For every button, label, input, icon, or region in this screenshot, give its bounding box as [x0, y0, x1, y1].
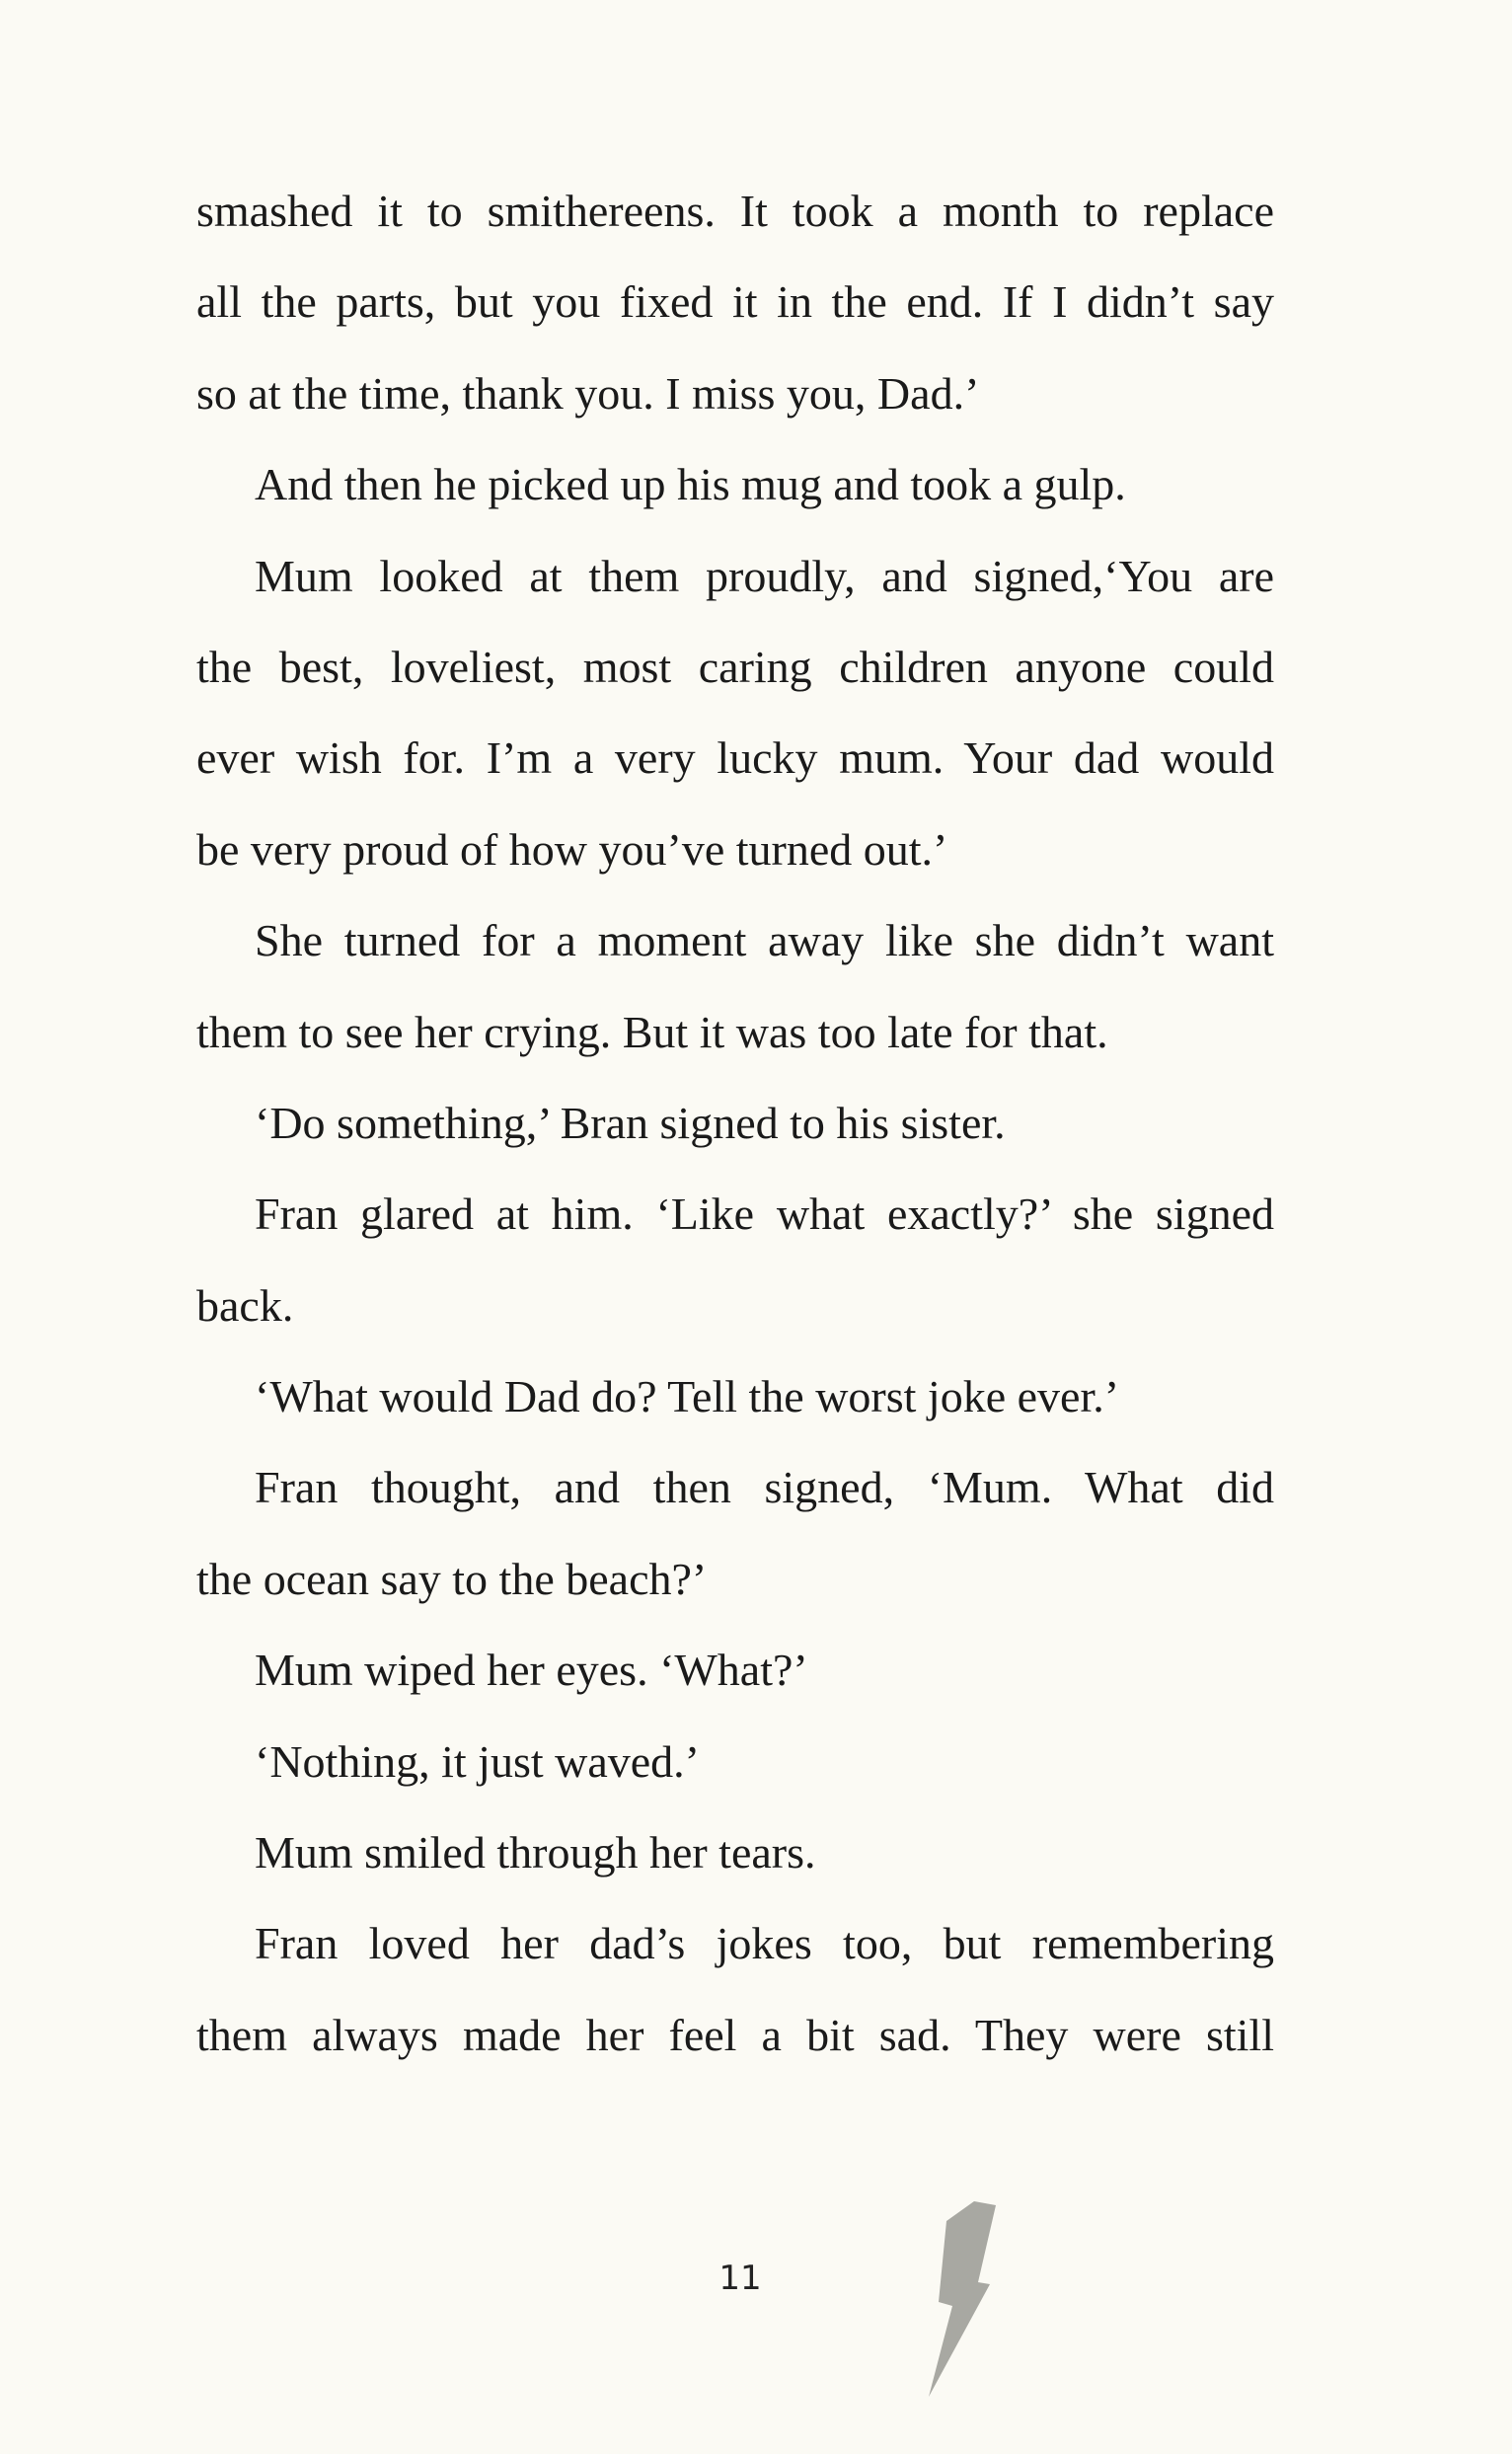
text-line: be very proud of how you’ve turned out.’: [196, 823, 948, 875]
lightning-bolt-icon: [923, 2199, 1002, 2397]
text-line: Mum looked at them proudly, and signed,‘You are: [255, 550, 1274, 601]
text-line: ‘Do something,’ Bran signed to his sister.: [255, 1097, 1006, 1148]
body-text: [196, 166, 1274, 2081]
text-line: She turned for a moment away like she didn’t want: [255, 915, 1274, 966]
text-line: ‘Nothing, it just waved.’: [255, 1735, 700, 1787]
text-line: And then he picked up his mug and took a gulp.: [255, 459, 1126, 510]
text-line: Fran loved her dad’s jokes too, but remembering: [255, 1918, 1274, 1969]
text-line: smashed it to smithereens. It took a month to replace: [196, 186, 1274, 236]
text-line: ‘What would Dad do? Tell the worst joke ever.’: [255, 1371, 1120, 1422]
text-line: back.: [196, 1279, 294, 1331]
text-line: Fran thought, and then signed, ‘Mum. What did: [255, 1462, 1274, 1513]
text-line: Fran glared at him. ‘Like what exactly?’ she signed: [255, 1189, 1274, 1240]
text-line: the best, loveliest, most caring children anyone could: [196, 641, 1274, 692]
text-line: so at the time, thank you. I miss you, Dad.’: [196, 367, 980, 419]
text-line: all the parts, but you fixed it in the end. If I didn’t say: [196, 276, 1274, 328]
page-number: 11: [718, 2259, 762, 2298]
text-line: the ocean say to the beach?’: [196, 1553, 708, 1604]
text-line: ever wish for. I’m a very lucky mum. Your dad would: [196, 732, 1274, 784]
text-line: them always made her feel a bit sad. They were still: [196, 2009, 1274, 2060]
text-line: them to see her crying. But it was too late for that.: [196, 1006, 1108, 1057]
text-line: Mum smiled through her tears.: [255, 1827, 816, 1879]
text-line: Mum wiped her eyes. ‘What?’: [255, 1645, 808, 1696]
